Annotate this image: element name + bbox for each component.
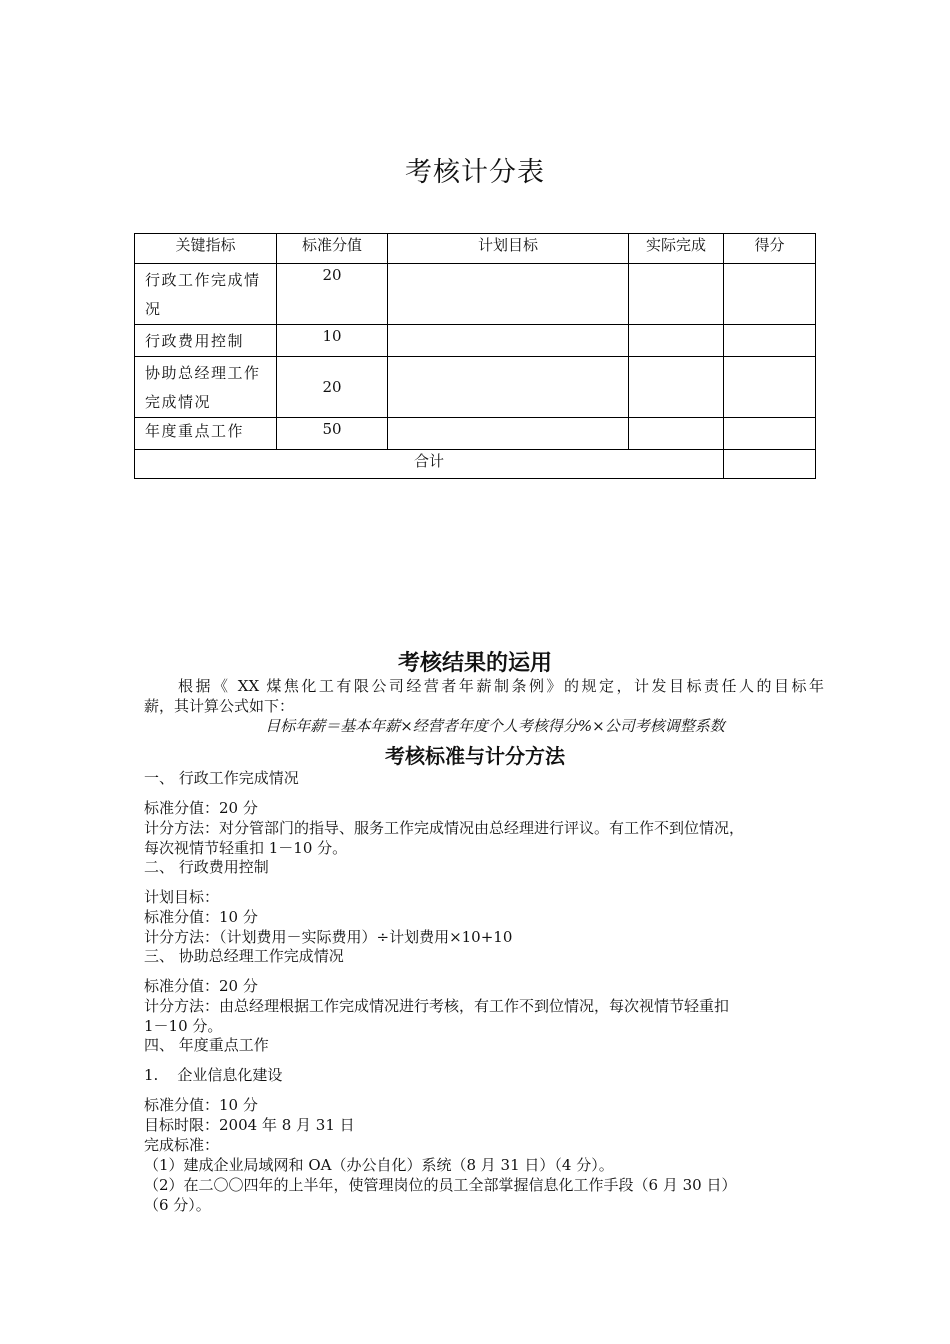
table-header-row [135,234,816,264]
item-sub-title: 1. 企业信息化建设 [144,1066,283,1084]
item-standard: 完成标准： [144,1136,220,1154]
item-standard-2: （2）在二〇〇四年的上半年，使管理岗位的员工全部掌握信息化工作手段（6 月 30 日） [144,1176,737,1194]
item-score: 标准分值：20 分 [144,799,258,817]
points-cell [724,264,816,325]
indicator-cell [135,264,277,325]
item-score: 标准分值：20 分 [144,977,258,995]
page-title: 考核计分表 [405,157,545,188]
header-actual: 实际完成 [629,234,724,264]
item-standard-2: （6 分）。 [144,1196,211,1214]
actual-cell [629,357,724,418]
item-3 [144,946,824,1036]
item-method: 每次视情节轻重扣 1－10 分。 [144,839,348,857]
item-standard-1: （1）建成企业局域网和 OA（办公自化）系统（8 月 31 日）（4 分）。 [144,1156,614,1174]
plan-cell [388,264,629,325]
indicator-text: 行政费用控制 [145,332,245,350]
section-heading-standards: 考核标准与计分方法 [385,744,565,768]
item-score: 标准分值：10 分 [144,1096,258,1114]
table-row [135,357,816,418]
plan-cell [388,418,629,450]
item-4 [144,1035,824,1215]
total-points-cell [724,450,816,479]
plan-cell [388,325,629,357]
indicator-text: 年度重点工作 [145,422,245,440]
total-label: 合计 [135,450,724,479]
indicator-cell [135,418,277,450]
indicator-text: 协助总经理工作 [145,364,261,382]
item-title: 一、 行政工作完成情况 [144,769,299,787]
points-cell [724,325,816,357]
paragraph-line: 根据《 XX 煤焦化工有限公司经营者年薪制条例》的规定，计发目标责任人的目标年 [178,677,824,695]
points-cell [724,418,816,450]
salary-formula: 目标年薪＝基本年薪×经营者年度个人考核得分%×公司考核调整系数 [265,717,725,735]
item-plan: 计划目标： [144,888,220,906]
indicator-text: 况 [145,300,162,318]
indicator-cell [135,325,277,357]
item-1 [144,768,824,858]
header-standard-score: 标准分值 [277,234,388,264]
points-cell [724,357,816,418]
score-table [134,233,816,479]
header-plan-target: 计划目标 [388,234,629,264]
item-2 [144,857,824,947]
actual-cell [629,264,724,325]
item-method: 计分方法：对分管部门的指导、服务工作完成情况由总经理进行评议。有工作不到位情况， [144,819,745,837]
indicator-text: 完成情况 [145,393,212,411]
actual-cell [629,325,724,357]
item-title: 三、 协助总经理工作完成情况 [144,947,344,965]
indicator-text: 行政工作完成情 [145,271,261,289]
section-heading-results: 考核结果的运用 [397,651,552,676]
header-indicator: 关键指标 [135,234,277,264]
paragraph-line: 薪，其计算公式如下： [144,697,295,715]
item-title: 四、 年度重点工作 [144,1036,269,1054]
item-deadline: 目标时限：2004 年 8 月 31 日 [144,1116,355,1134]
indicator-cell [135,357,277,418]
intro-paragraph [144,676,824,716]
table-row [135,418,816,450]
header-points: 得分 [724,234,816,264]
item-method: 1－10 分。 [144,1017,223,1035]
actual-cell [629,418,724,450]
total-row [135,450,816,479]
score-cell: 20 [277,264,388,325]
table-row [135,264,816,325]
table-row [135,325,816,357]
plan-cell [388,357,629,418]
score-cell: 20 [277,357,388,418]
item-method: 计分方法：（计划费用－实际费用）÷计划费用×10+10 [144,928,513,946]
item-title: 二、 行政费用控制 [144,858,269,876]
score-cell: 50 [277,418,388,450]
item-score: 标准分值：10 分 [144,908,258,926]
item-method: 计分方法：由总经理根据工作完成情况进行考核，有工作不到位情况，每次视情节轻重扣 [144,997,730,1015]
score-cell: 10 [277,325,388,357]
